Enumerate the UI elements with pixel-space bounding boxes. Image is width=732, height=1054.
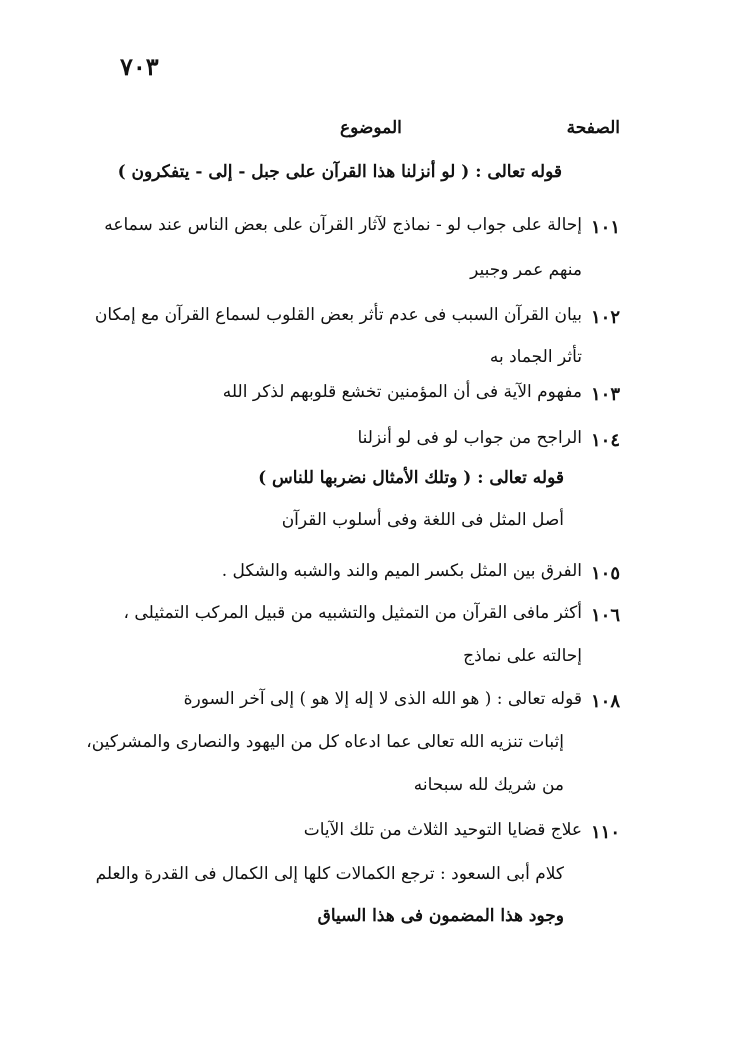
entry-text: الراجح من جواب لو فى لو أنزلنا <box>357 428 582 448</box>
entry-page-number: ١٠١ <box>590 217 620 238</box>
entry-page-number: ١٠٢ <box>590 307 620 328</box>
entry-page-number: ١٠٦ <box>590 605 620 626</box>
entry-text: بيان القرآن السبب فى عدم تأثر بعض القلوب لسماع القرآن مع إمكان <box>94 305 582 325</box>
section-heading: قوله تعالى : ( وتلك الأمثال نضربها للناس ) <box>258 468 564 488</box>
entry-text-continued: تأثر الجماد به <box>489 347 582 367</box>
entry-page-number: ١٠٨ <box>590 691 620 712</box>
page-column-header: الصفحة <box>566 118 620 138</box>
entry-text-continued: من شريك لله سبحانه <box>413 775 564 795</box>
page-number: ٧٠٣ <box>120 52 159 81</box>
entry-text: أصل المثل فى اللغة وفى أسلوب القرآن <box>281 510 564 530</box>
topic-column-header: الموضوع <box>340 118 402 138</box>
entry-page-number: ١٠٣ <box>590 384 620 405</box>
entry-text: إثبات تنزيه الله تعالى عما ادعاه كل من اليهود والنصارى والمشركين، <box>86 732 564 752</box>
entry-text: الفرق بين المثل بكسر الميم والند والشبه والشكل . <box>221 561 582 581</box>
entry-text: إحالة على جواب لو - نماذج لآثار القرآن على بعض الناس عند سماعه <box>104 215 582 235</box>
entry-text-continued: وجود هذا المضمون فى هذا السياق <box>317 906 564 926</box>
entry-text: قوله تعالى : ( هو الله الذى لا إله إلا هو ) إلى آخر السورة <box>183 689 582 709</box>
entry-page-number: ١٠٥ <box>590 563 620 584</box>
section-heading: قوله تعالى : ( لو أنزلنا هذا القرآن على جبل - إلى - يتفكرون ) <box>117 162 562 182</box>
entry-text: كلام أبى السعود : ترجع الكمالات كلها إلى الكمال فى القدرة والعلم <box>95 864 564 884</box>
entry-text-continued: منهم عمر وجبير <box>470 260 582 280</box>
entry-text: أكثر مافى القرآن من التمثيل والتشبيه من قبيل المركب التمثيلى ، <box>123 603 582 623</box>
entry-page-number: ١١٠ <box>590 822 620 843</box>
entry-text: مفهوم الآية فى أن المؤمنين تخشع قلوبهم لذكر الله <box>222 382 582 402</box>
entry-text: علاج قضايا التوحيد الثلاث من تلك الآيات <box>303 820 582 840</box>
entry-text-continued: إحالته على نماذج <box>463 646 582 666</box>
entry-page-number: ١٠٤ <box>590 430 620 451</box>
